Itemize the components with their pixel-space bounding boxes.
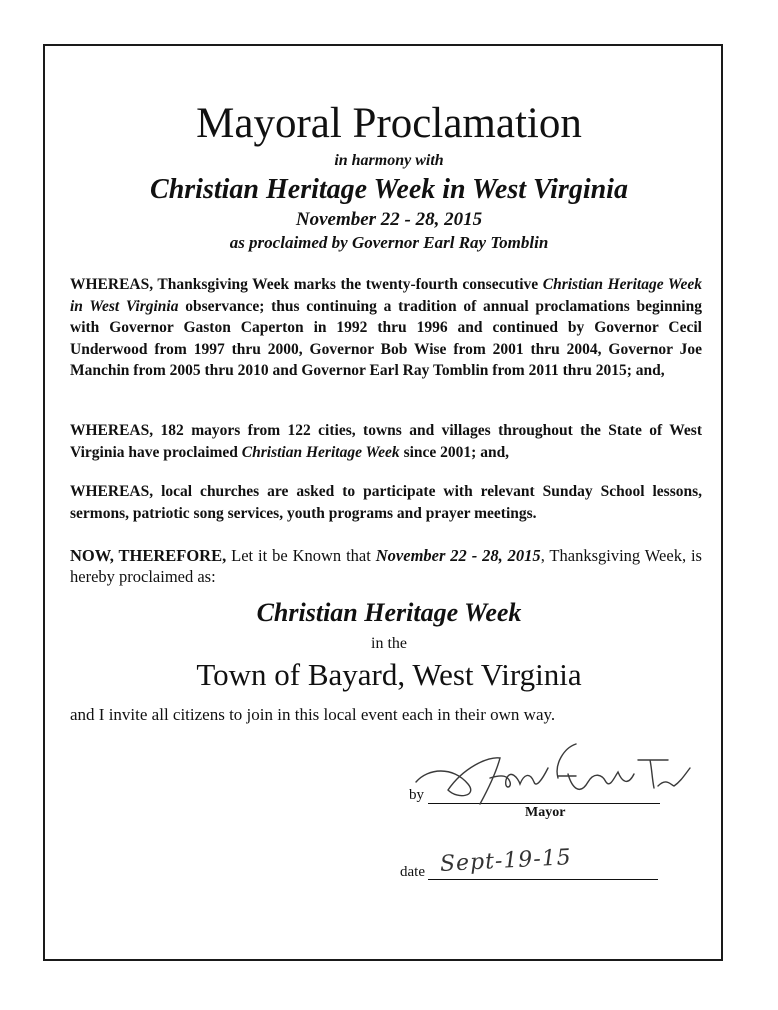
date-line <box>428 879 658 880</box>
whereas-paragraph-2: WHEREAS, 182 mayors from 122 cities, towns and villages throughout the State of West Virginia have proclaimed Christian Heritage Week since 2001; and, <box>70 422 702 461</box>
by-label: by <box>409 787 424 803</box>
handwritten-date: Sept-19-15 <box>439 845 573 877</box>
governor-line: as proclaimed by Governor Earl Ray Tomblin <box>229 233 549 252</box>
whereas-paragraph-3: WHEREAS, local churches are asked to participate with relevant Sunday School lessons, sermons, patriotic song services, youth programs and prayer meetings. <box>70 483 702 522</box>
heritage-week-title: Christian Heritage Week in West Virginia <box>150 174 628 205</box>
in-harmony-line: in harmony with <box>334 152 444 169</box>
mayor-signature <box>408 738 698 810</box>
town-name: Town of Bayard, West Virginia <box>196 657 582 692</box>
mayor-label: Mayor <box>525 805 566 820</box>
event-dates: November 22 - 28, 2015 <box>295 209 483 230</box>
whereas-paragraph-1: WHEREAS, Thanksgiving Week marks the twenty-fourth consecutive Christian Heritage Week in West Virginia observance; thus continuing a tradition of annual proclamations beginning with Governor Gaston Caperton in 1992 thru 1996 and continued by Governor Cecil Underwood from 1997 thru 2000, Governor Bob Wise from 2001 thru 2004, Governor Joe Manchin from 2005 thru 2010 and Governor Earl Ray Tomblin from 2011 thru 2015; and, <box>70 276 702 379</box>
proclaimed-week-name: Christian Heritage Week <box>256 598 522 627</box>
document-title: Mayoral Proclamation <box>196 100 582 147</box>
in-the-line: in the <box>371 635 407 652</box>
invitation-line: and I invite all citizens to join in this local event each in their own way. <box>70 705 556 724</box>
date-label: date <box>400 864 425 880</box>
resolution-paragraph: NOW, THEREFORE, Let it be Known that November 22 - 28, 2015, Thanksgiving Week, is hereby proclaimed as: <box>70 546 702 586</box>
